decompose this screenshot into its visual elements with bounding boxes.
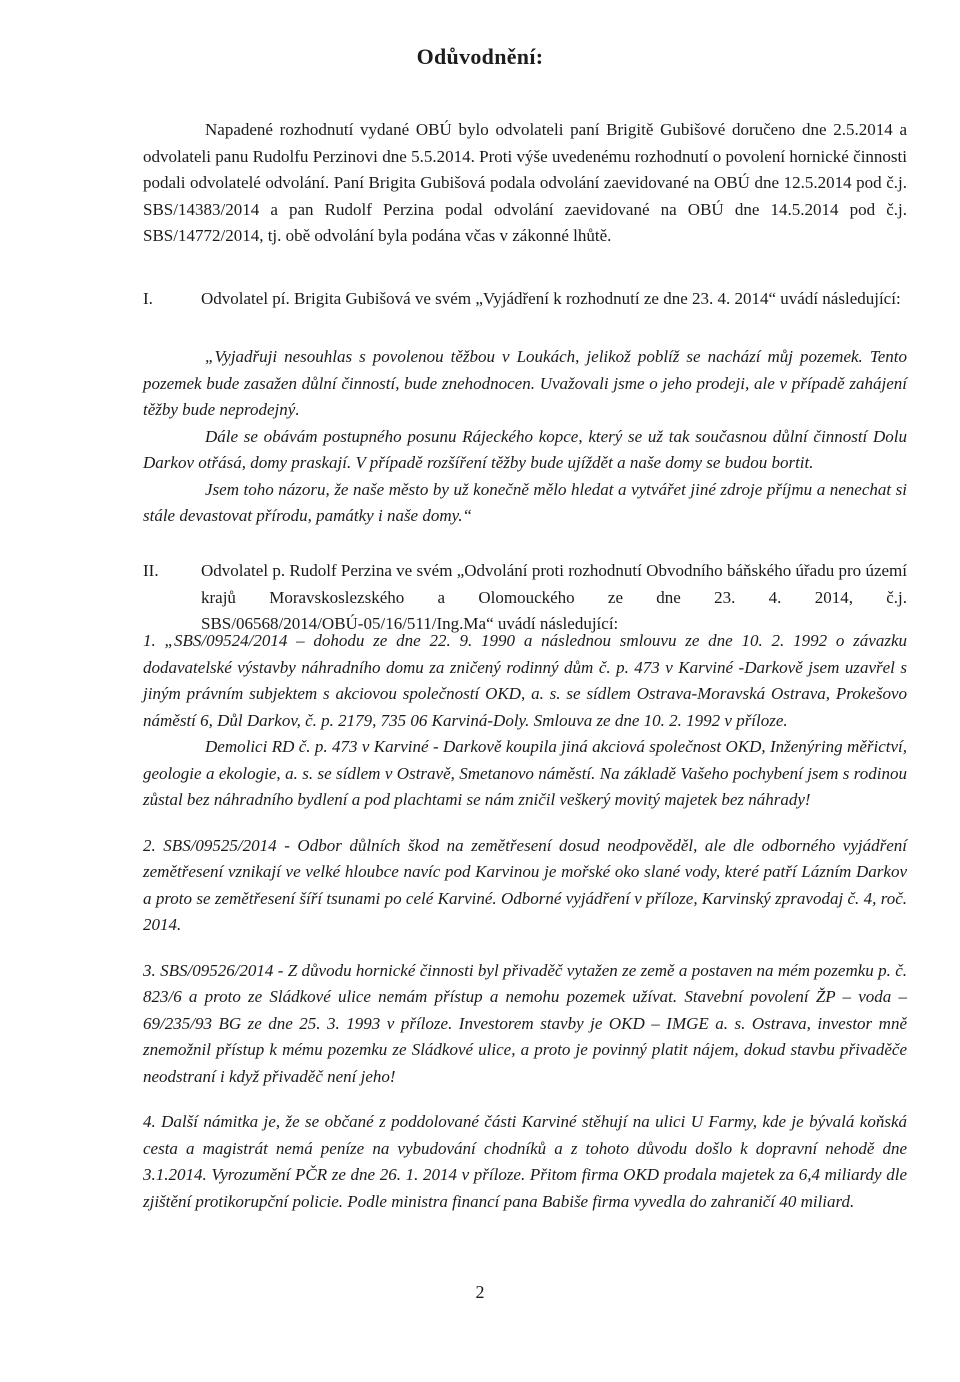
section-2-number: II.	[143, 561, 159, 580]
section-2-text: Odvolatel p. Rudolf Perzina ve svém „Odvolání proti rozhodnutí Obvodního báňského úřadu pro území krajů Moravskoslezského a Olomouckého ze dne 23. 4. 2014, č.j. SBS/06568/2014/OBÚ-05/16/511/Ing.Ma“ uvádí následující:	[201, 561, 907, 633]
quote-paragraph: Jsem toho názoru, že naše město by už konečně mělo hledat a vytvářet jiné zdroje příjmu a nenechat si stále devastovat přírodu, památky i naše domy.“	[143, 479, 907, 525]
page-title: Odůvodnění:	[416, 44, 544, 69]
item-4-paragraph: 4. Další námitka je, že se občané z poddolované části Karviné stěhují na ulici U Farmy, kde je bývalá koňská cesta a magistrát nemá peníze na vybudování chodníků a z tohoto důvodu došlo k dopravní nehodě dne 3.1.2014. Vyrozumění PČR ze dne 26. 1. 2014 v příloze. Přitom firma OKD prodala majetek za 6,4 miliardy dle zjištění protikorupční policie. Podle ministra financí pana Babiše firma vyvedla do zahraničí 40 miliard.	[143, 1112, 907, 1211]
section-2	[143, 558, 907, 638]
item-2-paragraph: 2. SBS/09525/2014 - Odbor důlních škod na zemětřesení dosud neodpověděl, ale dle odborného vyjádření zemětřesení vznikají ve velké hloubce navíc pod Karvinou je mořské oko slané vody, které patří Lázním Darkov a proto se zemětřesení šíří tsunami po celé Karviné. Odborné vyjádření v příloze, Karvinský zpravodaj č. 4, roč. 2014.	[143, 835, 907, 934]
section-1-number: I.	[143, 289, 153, 308]
page-number: 2	[475, 1282, 485, 1302]
list-item	[143, 1109, 907, 1215]
item-1-paragraph-1: 1. „SBS/09524/2014 – dohodu ze dne 22. 9. 1990 a následnou smlouvu ze dne 10. 2. 1992 o závazku dodavatelské výstavby náhradního domu za zničený rodinný dům č. p. 473 v Karviné -Darkově jsem uzavřel s jiným právním subjektem s akciovou společností OKD, a. s. se sídlem Ostrava-Moravská Ostrava, Prokešovo náměstí 6, Důl Darkov, č. p. 2179, 735 06 Karviná-Doly. Smlouva ze dne 10. 2. 1992 v příloze.	[143, 631, 907, 730]
section-1-heading	[143, 286, 907, 313]
intro-paragraph: Napadené rozhodnutí vydané OBÚ bylo odvolateli paní Brigitě Gubišové doručeno dne 2.5.2014 a odvolateli panu Rudolfu Perzinovi dne 5.5.2014. Proti výše uvedenému rozhodnutí o povolení hornické činnosti podali odvolatelé odvolání. Paní Brigita Gubišová podala odvolání zaevidované na OBÚ dne 12.5.2014 pod č.j. SBS/14383/2014 a pan Rudolf Perzina podal odvolání zaevidované na OBÚ dne 14.5.2014 pod č.j. SBS/14772/2014, tj. obě odvolání byla podána včas v zákonné lhůtě.	[143, 120, 907, 245]
list-item	[143, 958, 907, 1091]
objection-list	[143, 628, 907, 1234]
list-item	[143, 833, 907, 939]
section-2-heading	[143, 558, 907, 638]
item-1-paragraph-2: Demolici RD č. p. 473 v Karviné - Darkově koupila jiná akciová společnost OKD, Inženýring měřictví, geologie a ekologie, a. s. se sídlem v Ostravě, Smetanovo náměstí. Na základě Vašeho pochybení jsem s rodinou zůstal bez náhradního bydlení a pod plachtami se nám zničil veškerý movitý majetek bez náhrady!	[143, 737, 907, 809]
section-1-text: Odvolatel pí. Brigita Gubišová ve svém „Vyjádření k rozhodnutí ze dne 23. 4. 2014“ uvádí následující:	[201, 289, 901, 308]
section-1	[143, 286, 907, 313]
item-3-paragraph: 3. SBS/09526/2014 - Z důvodu hornické činnosti byl přivaděč vytažen ze země a postaven na mém pozemku p. č. 823/6 a proto ze Sládkové ulice nemám přístup a nemohu pozemek užívat. Stavební povolení ŽP – voda – 69/235/93 BG ze dne 25. 3. 1993 v příloze. Investorem stavby je OKD – IMGE a. s. Ostrava, investor mně znemožnil přístup k mému pozemku ze Sládkové ulice, a proto je povinný platit nájem, dokud stavbu přivaděče neodstraní i když přivaděč není jeho!	[143, 960, 907, 1086]
list-item	[143, 628, 907, 814]
quote-paragraph: Dále se obávám postupného posunu Rájeckého kopce, který se už tak současnou důlní činností Dolu Darkov otřásá, domy praskají. V případě rozšíření těžby bude ujíždět a naše domy se budou bortit.	[143, 426, 907, 472]
quote-paragraph: „Vyjadřuji nesouhlas s povolenou těžbou v Loukách, jelikož poblíž se nachází můj pozemek. Tento pozemek bude zasažen důlní činností, bude znehodnocen. Uvažovali jsme o jeho prodeji, ale v případě zahájení těžby bude neprodejný.	[143, 347, 907, 419]
section-1-quote	[143, 344, 907, 530]
